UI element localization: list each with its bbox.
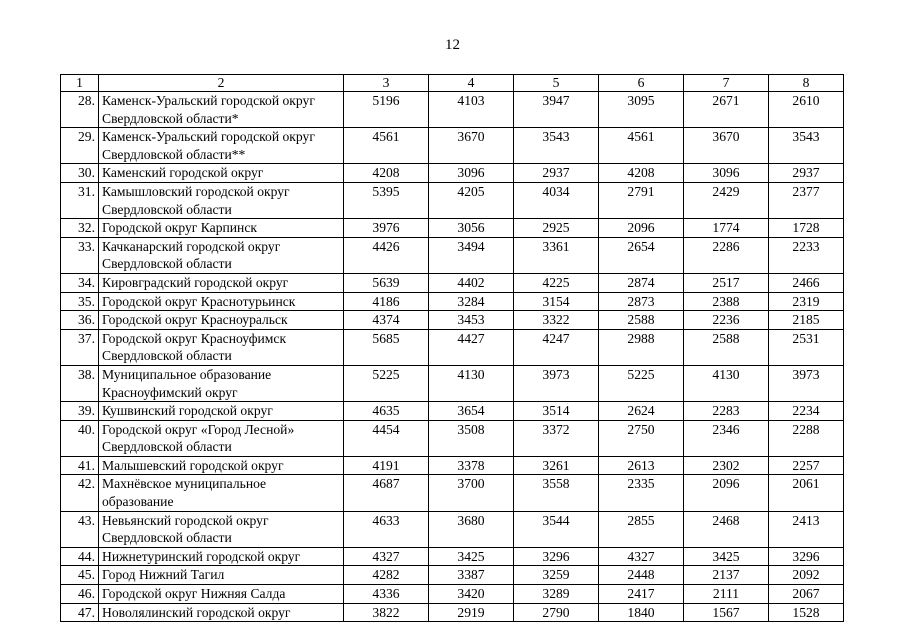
row-number: 31. [61,182,99,218]
value-cell: 2257 [769,456,844,475]
column-header: 1 [61,75,99,92]
table-row [61,566,844,585]
municipality-name: Городской округ Красноуральск [99,311,344,330]
municipality-name: Городской округ Краснотурьинск [99,292,344,311]
value-cell: 2988 [599,329,684,365]
municipality-name: Каменск-Уральский городской округ Свердловской области** [99,128,344,164]
value-cell: 3095 [599,92,684,128]
value-cell: 2874 [599,273,684,292]
value-cell: 3558 [514,475,599,511]
municipality-name: Новолялинский городской округ [99,603,344,622]
table-row [61,182,844,218]
table-row [61,547,844,566]
column-header: 6 [599,75,684,92]
value-cell: 4454 [344,420,429,456]
value-cell: 5639 [344,273,429,292]
value-cell: 4282 [344,566,429,585]
value-cell: 3544 [514,511,599,547]
value-cell: 5685 [344,329,429,365]
row-number: 41. [61,456,99,475]
row-number: 40. [61,420,99,456]
municipality-name: Кушвинский городской округ [99,402,344,421]
value-cell: 3508 [429,420,514,456]
value-cell: 5225 [599,365,684,401]
value-cell: 2096 [684,475,769,511]
municipality-name: Городской округ Карпинск [99,219,344,238]
row-number: 35. [61,292,99,311]
municipality-name: Нижнетуринский городской округ [99,547,344,566]
value-cell: 4427 [429,329,514,365]
value-cell: 2111 [684,585,769,604]
column-header: 2 [99,75,344,92]
value-cell: 1774 [684,219,769,238]
row-number: 42. [61,475,99,511]
value-cell: 4561 [344,128,429,164]
value-cell: 3322 [514,311,599,330]
value-cell: 2283 [684,402,769,421]
table-row [61,511,844,547]
table-row [61,365,844,401]
value-cell: 3425 [684,547,769,566]
row-number: 44. [61,547,99,566]
value-cell: 2517 [684,273,769,292]
value-cell: 4327 [599,547,684,566]
value-cell: 1840 [599,603,684,622]
row-number: 46. [61,585,99,604]
column-header: 5 [514,75,599,92]
value-cell: 2413 [769,511,844,547]
value-cell: 2233 [769,237,844,273]
table-row [61,164,844,183]
value-cell: 2873 [599,292,684,311]
data-table [60,74,844,622]
municipality-name: Махнёвское муниципальное образование [99,475,344,511]
page-number: 12 [445,37,460,53]
municipality-name: Малышевский городской округ [99,456,344,475]
table-row [61,292,844,311]
value-cell: 4402 [429,273,514,292]
value-cell: 2302 [684,456,769,475]
value-cell: 3056 [429,219,514,238]
row-number: 30. [61,164,99,183]
row-number: 38. [61,365,99,401]
value-cell: 4034 [514,182,599,218]
value-cell: 2855 [599,511,684,547]
municipality-name: Городской округ Нижняя Салда [99,585,344,604]
value-cell: 2388 [684,292,769,311]
value-cell: 3154 [514,292,599,311]
row-number: 39. [61,402,99,421]
value-cell: 3494 [429,237,514,273]
row-number: 36. [61,311,99,330]
value-cell: 4561 [599,128,684,164]
value-cell: 4327 [344,547,429,566]
value-cell: 3372 [514,420,599,456]
value-cell: 3947 [514,92,599,128]
value-cell: 2429 [684,182,769,218]
value-cell: 2610 [769,92,844,128]
value-cell: 3670 [429,128,514,164]
value-cell: 2588 [684,329,769,365]
value-cell: 2750 [599,420,684,456]
value-cell: 3378 [429,456,514,475]
table-row [61,456,844,475]
value-cell: 2234 [769,402,844,421]
value-cell: 4186 [344,292,429,311]
value-cell: 3973 [769,365,844,401]
row-number: 32. [61,219,99,238]
value-cell: 1528 [769,603,844,622]
value-cell: 2531 [769,329,844,365]
value-cell: 2185 [769,311,844,330]
value-cell: 3387 [429,566,514,585]
value-cell: 4225 [514,273,599,292]
value-cell: 1728 [769,219,844,238]
row-number: 37. [61,329,99,365]
municipality-name: Кировградский городской округ [99,273,344,292]
value-cell: 2092 [769,566,844,585]
row-number: 45. [61,566,99,585]
value-cell: 2791 [599,182,684,218]
table-row [61,92,844,128]
row-number: 33. [61,237,99,273]
value-cell: 5196 [344,92,429,128]
value-cell: 3543 [769,128,844,164]
value-cell: 4635 [344,402,429,421]
value-cell: 2588 [599,311,684,330]
value-cell: 3289 [514,585,599,604]
municipality-name: Городской округ «Город Лесной» Свердловской области [99,420,344,456]
value-cell: 2236 [684,311,769,330]
row-number: 29. [61,128,99,164]
value-cell: 3453 [429,311,514,330]
value-cell: 2937 [769,164,844,183]
value-cell: 3976 [344,219,429,238]
table-row [61,585,844,604]
value-cell: 2468 [684,511,769,547]
table-row [61,273,844,292]
value-cell: 2061 [769,475,844,511]
table-row [61,237,844,273]
value-cell: 2137 [684,566,769,585]
value-cell: 2346 [684,420,769,456]
value-cell: 3259 [514,566,599,585]
value-cell: 3700 [429,475,514,511]
value-cell: 2790 [514,603,599,622]
value-cell: 2335 [599,475,684,511]
row-number: 28. [61,92,99,128]
column-header: 4 [429,75,514,92]
value-cell: 4191 [344,456,429,475]
value-cell: 2624 [599,402,684,421]
value-cell: 1567 [684,603,769,622]
value-cell: 3284 [429,292,514,311]
value-cell: 2377 [769,182,844,218]
value-cell: 2319 [769,292,844,311]
value-cell: 3096 [684,164,769,183]
value-cell: 4103 [429,92,514,128]
municipality-name: Каменск-Уральский городской округ Свердловской области* [99,92,344,128]
value-cell: 5225 [344,365,429,401]
value-cell: 2613 [599,456,684,475]
row-number: 34. [61,273,99,292]
municipality-name: Камышловский городской округ Свердловской области [99,182,344,218]
table-row [61,219,844,238]
value-cell: 2067 [769,585,844,604]
value-cell: 4208 [599,164,684,183]
value-cell: 4130 [429,365,514,401]
value-cell: 4374 [344,311,429,330]
value-cell: 4336 [344,585,429,604]
value-cell: 2096 [599,219,684,238]
municipality-name: Муниципальное образование Красноуфимский округ [99,365,344,401]
value-cell: 2671 [684,92,769,128]
value-cell: 3425 [429,547,514,566]
value-cell: 3361 [514,237,599,273]
table-body [61,92,844,622]
value-cell: 3514 [514,402,599,421]
value-cell: 3096 [429,164,514,183]
value-cell: 2654 [599,237,684,273]
value-cell: 2466 [769,273,844,292]
value-cell: 4247 [514,329,599,365]
value-cell: 2925 [514,219,599,238]
municipality-name: Городской округ Красноуфимск Свердловской области [99,329,344,365]
row-number: 43. [61,511,99,547]
row-number: 47. [61,603,99,622]
municipality-name: Невьянский городской округ Свердловской области [99,511,344,547]
column-header: 3 [344,75,429,92]
table-row [61,329,844,365]
column-header: 7 [684,75,769,92]
value-cell: 3296 [769,547,844,566]
value-cell: 2937 [514,164,599,183]
table-row [61,475,844,511]
value-cell: 4633 [344,511,429,547]
column-header: 8 [769,75,844,92]
value-cell: 3973 [514,365,599,401]
value-cell: 4426 [344,237,429,273]
value-cell: 2448 [599,566,684,585]
municipality-name: Город Нижний Тагил [99,566,344,585]
municipality-name: Качканарский городской округ Свердловской области [99,237,344,273]
value-cell: 2417 [599,585,684,604]
value-cell: 3822 [344,603,429,622]
value-cell: 2919 [429,603,514,622]
table-header-row [61,75,844,92]
value-cell: 3543 [514,128,599,164]
value-cell: 4205 [429,182,514,218]
value-cell: 3296 [514,547,599,566]
value-cell: 3680 [429,511,514,547]
value-cell: 3420 [429,585,514,604]
table-row [61,311,844,330]
value-cell: 2288 [769,420,844,456]
value-cell: 3261 [514,456,599,475]
municipality-name: Каменский городской округ [99,164,344,183]
value-cell: 4687 [344,475,429,511]
value-cell: 3670 [684,128,769,164]
table-row [61,402,844,421]
value-cell: 4208 [344,164,429,183]
table-row [61,128,844,164]
value-cell: 2286 [684,237,769,273]
table-row [61,603,844,622]
value-cell: 3654 [429,402,514,421]
table-row [61,420,844,456]
value-cell: 5395 [344,182,429,218]
value-cell: 4130 [684,365,769,401]
